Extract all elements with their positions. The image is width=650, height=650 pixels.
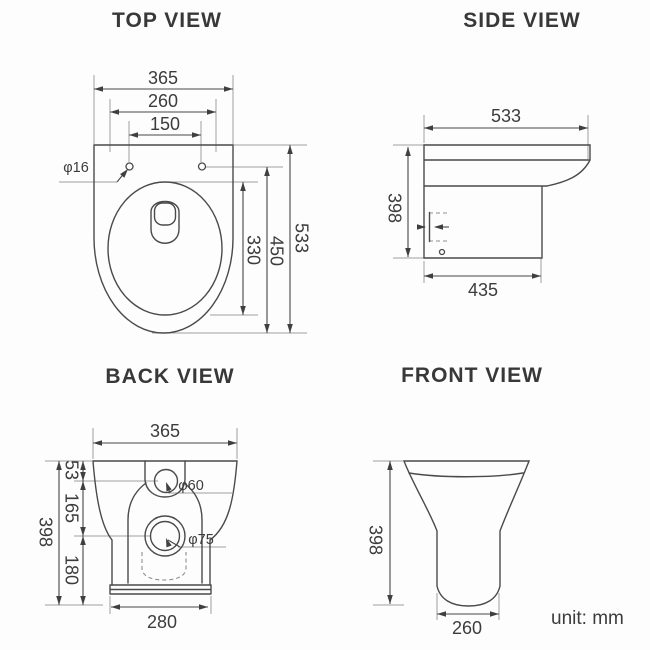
- dim-seat-depth: 450: [266, 235, 287, 267]
- dim-hole-diameter: φ16: [63, 160, 89, 176]
- front-view: [366, 364, 543, 638]
- dim-bowl-opening-depth: 330: [243, 234, 264, 266]
- top-view-dimension-lines: [94, 89, 290, 333]
- dim-mid-offset: 165: [61, 492, 82, 524]
- outlet-hole-inner: [151, 522, 180, 551]
- left-fixing-hole: [126, 163, 133, 170]
- dim-back-overall-width: 365: [149, 421, 181, 441]
- top-view: [59, 9, 312, 333]
- dim-front-height: 398: [365, 524, 386, 556]
- dim-inlet-diameter: φ60: [178, 478, 204, 494]
- top-view-bowl-outline: [94, 145, 233, 333]
- base-plinth: [110, 585, 211, 594]
- front-view-dimension-lines: [390, 461, 499, 614]
- dim-back-height: 398: [35, 516, 56, 548]
- back-view: [36, 365, 237, 632]
- top-view-arrowheads: [94, 86, 293, 333]
- side-view-body: [424, 145, 590, 258]
- back-view-title: BACK VIEW: [105, 365, 235, 388]
- side-view: [385, 9, 590, 300]
- dim-outlet-offset: 180: [61, 554, 82, 586]
- front-view-title: FRONT VIEW: [401, 364, 543, 387]
- dim-front-base-width: 260: [451, 618, 483, 638]
- dim-side-height: 398: [384, 192, 405, 224]
- dim-overall-width: 365: [147, 68, 179, 88]
- front-view-body: [404, 461, 529, 606]
- dim-seat-hinge-width: 260: [147, 91, 179, 111]
- bowl-back-left: [128, 483, 146, 583]
- side-fixing-hole: [440, 250, 445, 255]
- rim-line: [409, 473, 523, 477]
- unit-note: unit: mm: [551, 608, 624, 629]
- right-fixing-hole: [199, 163, 206, 170]
- dim-hole-spacing: 150: [149, 114, 181, 134]
- dim-side-overall-depth: 533: [490, 106, 522, 126]
- top-view-extension-lines: [59, 75, 307, 333]
- side-view-dimension-lines: [408, 128, 588, 276]
- side-view-arrowheads: [405, 125, 588, 279]
- dim-side-base-depth: 435: [467, 280, 499, 300]
- dim-outlet-diameter: φ75: [188, 532, 214, 548]
- top-view-title: TOP VIEW: [112, 9, 222, 32]
- top-view-flush-inner: [155, 203, 176, 225]
- dim-inlet-offset: 53: [61, 459, 82, 481]
- dim-back-base-width: 280: [146, 612, 178, 632]
- front-view-arrowheads: [387, 461, 499, 617]
- dim-overall-depth: 533: [291, 222, 312, 254]
- side-view-title: SIDE VIEW: [463, 9, 581, 32]
